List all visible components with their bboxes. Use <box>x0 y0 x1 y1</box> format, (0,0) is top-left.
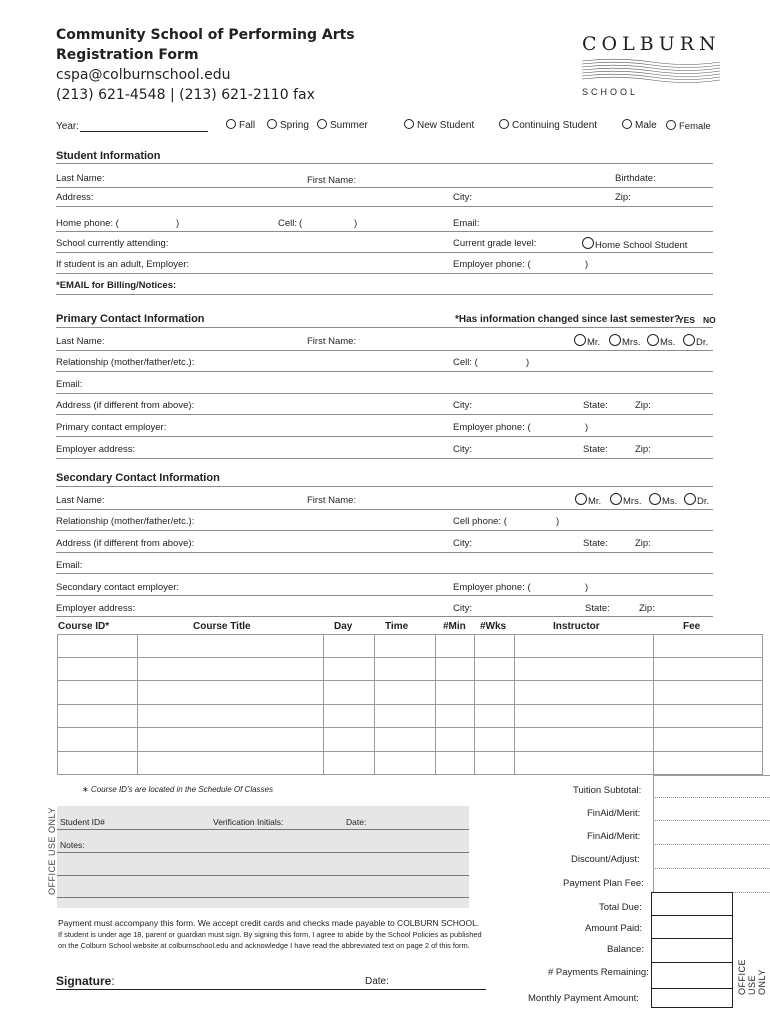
primary-last-name-label: Last Name: <box>56 336 105 347</box>
primary-employer-field[interactable] <box>56 436 713 437</box>
monthly-payment-box[interactable] <box>651 988 733 1008</box>
primary-employer-zip-label: Zip: <box>635 444 651 455</box>
secondary-last-name-label: Last Name: <box>56 495 105 506</box>
secondary-mrs-radio[interactable]: Mrs. <box>610 493 641 507</box>
office-use-label-right: OFFICE USE ONLY <box>737 959 767 995</box>
primary-zip-label: Zip: <box>635 400 651 411</box>
radio-icon <box>317 119 327 129</box>
discount-adjust-label: Discount/Adjust: <box>571 854 640 865</box>
payment-note-line-1: Payment must accompany this form. We accept credit cards and checks made payable to COLBURN SCHOOL. <box>58 918 480 928</box>
office-totals-box[interactable] <box>651 892 733 989</box>
secondary-cell-label: Cell phone: ( <box>453 516 507 527</box>
student-school-field[interactable] <box>56 252 713 253</box>
radio-icon <box>683 334 695 346</box>
student-email-label: Email: <box>453 218 480 229</box>
primary-employer-phone-label: Employer phone: ( <box>453 422 531 433</box>
total-due-label: Total Due: <box>599 902 642 913</box>
verification-initials-label: Verification Initials: <box>213 817 284 827</box>
student-info-heading: Student Information <box>56 150 161 162</box>
radio-icon <box>226 119 236 129</box>
student-home-phone-label: Home phone: ( <box>56 218 119 229</box>
amount-paid-label: Amount Paid: <box>585 923 643 934</box>
home-school-checkbox[interactable]: Home School Student <box>582 237 687 251</box>
col-time: Time <box>385 621 409 632</box>
student-last-name-label: Last Name: <box>56 173 105 184</box>
radio-icon <box>647 334 659 346</box>
primary-address-field[interactable] <box>56 414 713 415</box>
billing-email-label: *EMAIL for Billing/Notices: <box>56 280 177 291</box>
secondary-address-field[interactable] <box>56 552 713 553</box>
secondary-name-field[interactable] <box>56 509 713 510</box>
radio-icon <box>649 493 661 505</box>
secondary-relationship-label: Relationship (mother/father/etc.): <box>56 516 195 527</box>
student-id-label: Student ID# <box>60 817 105 827</box>
paren-open: ( <box>299 218 303 229</box>
logo-school: SCHOOL <box>582 87 639 97</box>
student-address-label: Address: <box>56 192 94 203</box>
payment-plan-fee-label: Payment Plan Fee: <box>563 878 644 889</box>
year-label: Year: <box>56 121 79 132</box>
primary-dr-radio[interactable]: Dr. <box>683 334 708 348</box>
primary-name-field[interactable] <box>56 350 713 351</box>
contact-email: cspa@colburnschool.edu <box>56 67 231 83</box>
secondary-employer-label: Secondary contact employer: <box>56 582 180 593</box>
secondary-employer-state-label: State: <box>585 603 610 614</box>
primary-mrs-radio[interactable]: Mrs. <box>609 334 640 348</box>
student-first-name-label: First Name: <box>307 175 357 186</box>
course-id-note: ∗ Course ID's are located in the Schedule Of Classes <box>82 785 273 794</box>
payment-note-line-2: If student is under age 18, parent or guardian must sign. By signing this form, I agree to abide by the School Policies as published <box>58 930 482 939</box>
col-course-title: Course Title <box>193 621 251 632</box>
signature-label: Signature: <box>56 974 115 988</box>
student-grade-label: Current grade level: <box>453 238 537 249</box>
primary-employer-state-label: State: <box>583 444 608 455</box>
logo-wordmark: COLBURN <box>582 33 721 55</box>
student-phone-field[interactable] <box>56 231 713 232</box>
secondary-employer-zip-label: Zip: <box>639 603 655 614</box>
student-city-label: City: <box>453 192 472 203</box>
primary-state-label: State: <box>583 400 608 411</box>
primary-employer-address-label: Employer address: <box>56 444 136 455</box>
radio-icon <box>499 119 509 129</box>
primary-relationship-field[interactable] <box>56 371 713 372</box>
radio-continuing-student[interactable]: Continuing Student <box>499 119 597 131</box>
tuition-subtotal-label: Tuition Subtotal: <box>573 785 642 796</box>
radio-spring[interactable]: Spring <box>267 119 309 131</box>
student-cell-label: Cell: <box>278 218 298 229</box>
paren-close: ) <box>526 357 530 368</box>
primary-email-label: Email: <box>56 379 83 390</box>
paren-close: ) <box>556 516 560 527</box>
secondary-zip-label: Zip: <box>635 538 651 549</box>
notes-label: Notes: <box>60 840 85 850</box>
finaid-merit-label-2: FinAid/Merit: <box>587 831 641 842</box>
payment-note-line-3: on the Colburn School website at colburnschool.edu and acknowledge I have read the abbreviated text on page 2 of this form. <box>58 941 470 950</box>
secondary-employer-address-label: Employer address: <box>56 603 136 614</box>
yes-option[interactable]: YES <box>678 315 696 325</box>
student-school-label: School currently attending: <box>56 238 169 249</box>
signature-field[interactable] <box>56 989 486 990</box>
paren-close: ) <box>585 582 589 593</box>
info-changed-question: *Has information changed since last semester? <box>455 314 681 325</box>
secondary-state-label: State: <box>583 538 608 549</box>
student-birthdate-label: Birthdate: <box>615 173 656 184</box>
col-day: Day <box>334 621 353 632</box>
notes-field-1[interactable] <box>57 852 469 853</box>
radio-icon <box>574 334 586 346</box>
student-address-field[interactable] <box>56 206 713 207</box>
primary-cell-label: Cell: ( <box>453 357 478 368</box>
radio-summer[interactable]: Summer <box>317 119 368 131</box>
secondary-contact-heading: Secondary Contact Information <box>56 472 220 484</box>
secondary-dr-radio[interactable]: Dr. <box>684 493 709 507</box>
secondary-relationship-field[interactable] <box>56 530 713 531</box>
col-wks: #Wks <box>480 621 507 632</box>
form-title: Registration Form <box>56 47 199 63</box>
contact-phone: (213) 621-4548 | (213) 621-2110 fax <box>56 87 315 103</box>
col-course-id: Course ID* <box>58 621 110 632</box>
paren-close: ) <box>176 218 180 229</box>
secondary-employer-field[interactable] <box>56 595 713 596</box>
secondary-city-label: City: <box>453 538 472 549</box>
secondary-employer-city-label: City: <box>453 603 472 614</box>
notes-field-2[interactable] <box>57 875 469 876</box>
radio-icon <box>404 119 414 129</box>
secondary-first-name-label: First Name: <box>307 495 357 506</box>
radio-icon <box>582 237 594 249</box>
col-min: #Min <box>443 621 466 632</box>
radio-icon <box>575 493 587 505</box>
student-employer-phone-label: Employer phone: ( <box>453 259 531 270</box>
student-employer-label: If student is an adult, Employer: <box>56 259 190 270</box>
secondary-address-label: Address (if different from above): <box>56 538 195 549</box>
notes-field-3[interactable] <box>57 897 469 898</box>
paren-close: ) <box>354 218 358 229</box>
student-zip-label: Zip: <box>615 192 631 203</box>
radio-male[interactable]: Male <box>622 119 657 131</box>
school-name: Community School of Performing Arts <box>56 27 355 43</box>
secondary-email-label: Email: <box>56 560 83 571</box>
col-fee: Fee <box>683 621 701 632</box>
finaid-merit-label-1: FinAid/Merit: <box>587 808 641 819</box>
office-date-label: Date: <box>346 817 367 827</box>
radio-icon <box>684 493 696 505</box>
primary-employer-city-label: City: <box>453 444 472 455</box>
student-name-field[interactable] <box>56 187 713 188</box>
radio-icon <box>609 334 621 346</box>
radio-new-student[interactable]: New Student <box>404 119 474 131</box>
primary-city-label: City: <box>453 400 472 411</box>
billing-email-field[interactable] <box>56 294 713 295</box>
radio-icon <box>666 120 676 130</box>
primary-relationship-label: Relationship (mother/father/etc.): <box>56 357 195 368</box>
payments-remaining-label: # Payments Remaining: <box>548 967 649 978</box>
radio-icon <box>610 493 622 505</box>
primary-ms-radio[interactable]: Ms. <box>647 334 675 348</box>
secondary-mr-radio[interactable]: Mr. <box>575 493 601 507</box>
paren-close: ) <box>585 259 589 270</box>
primary-address-label: Address (if different from above): <box>56 400 195 411</box>
paren-close: ) <box>585 422 589 433</box>
primary-contact-heading: Primary Contact Information <box>56 313 205 325</box>
year-field[interactable] <box>80 131 208 132</box>
office-use-label-left: OFFICE USE ONLY <box>47 807 57 895</box>
no-option[interactable]: NO <box>703 315 716 325</box>
secondary-employer-address-field[interactable] <box>56 616 713 617</box>
secondary-ms-radio[interactable]: Ms. <box>649 493 677 507</box>
signature-date-label: Date: <box>365 976 389 987</box>
radio-female[interactable]: Female <box>666 120 711 132</box>
primary-mr-radio[interactable]: Mr. <box>574 334 600 348</box>
balance-label: Balance: <box>607 944 644 955</box>
secondary-employer-phone-label: Employer phone: ( <box>453 582 531 593</box>
logo-waves-icon <box>582 58 720 84</box>
primary-email-field[interactable] <box>56 393 713 394</box>
secondary-email-field[interactable] <box>56 573 713 574</box>
radio-icon <box>267 119 277 129</box>
radio-icon <box>622 119 632 129</box>
office-id-field[interactable] <box>57 829 469 830</box>
radio-fall[interactable]: Fall <box>226 119 255 131</box>
monthly-payment-label: Monthly Payment Amount: <box>528 993 639 1004</box>
col-instructor: Instructor <box>553 621 600 632</box>
primary-employer-label: Primary contact employer: <box>56 422 167 433</box>
primary-first-name-label: First Name: <box>307 336 357 347</box>
primary-employer-address-field[interactable] <box>56 458 713 459</box>
student-employer-field[interactable] <box>56 273 713 274</box>
